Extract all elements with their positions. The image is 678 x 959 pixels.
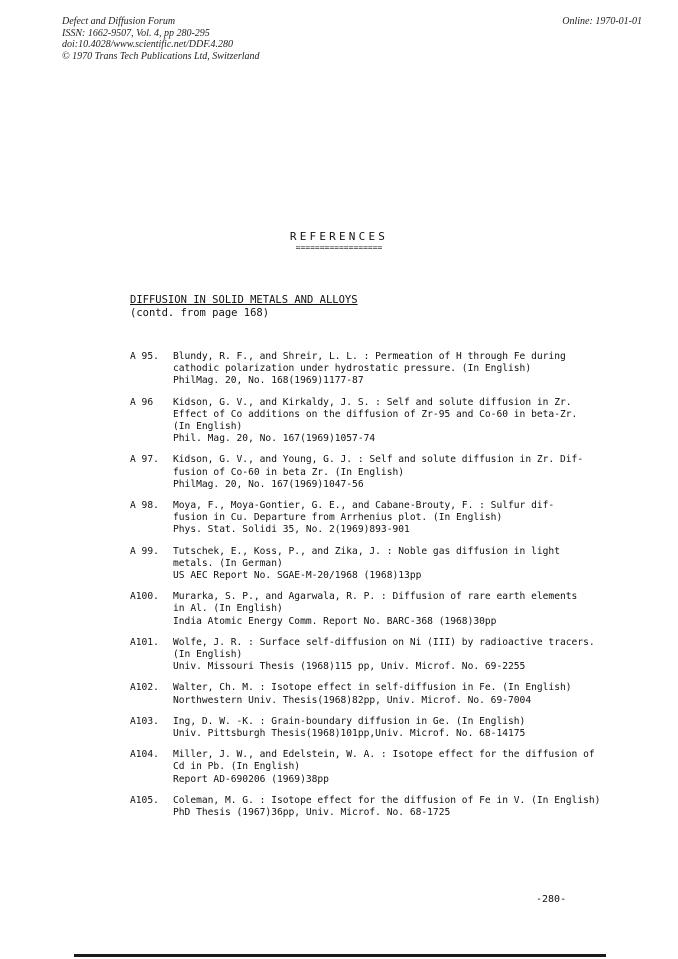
- reference-code: A 98.: [130, 500, 159, 512]
- reference-line: PhD Thesis (1967)36pp, Univ. Microf. No. 68-1725: [173, 807, 451, 819]
- references-title: REFERENCES: [289, 230, 389, 243]
- reference-line: Ing, D. W. -K. : Grain-boundary diffusion in Ge. (In English): [173, 715, 526, 727]
- reference-code: A 97.: [130, 454, 159, 466]
- reference-line: (In English): [173, 421, 243, 433]
- reference-line: Phil. Mag. 20, No. 167(1969)1057-74: [173, 433, 376, 445]
- reference-entry: [130, 500, 600, 537]
- online-date: Online: 1970-01-01: [562, 16, 642, 27]
- reference-line: Cd in Pb. (In English): [173, 761, 301, 773]
- reference-line: Moya, F., Moya-Gontier, G. E., and Cabane-Brouty, F. : Sulfur dif-: [173, 500, 555, 512]
- references-underline: ==================: [295, 243, 383, 252]
- reference-line: Kidson, G. V., and Kirkaldy, J. S. : Self and solute diffusion in Zr.: [173, 396, 572, 408]
- reference-line: Univ. Missouri Thesis (1968)115 pp, Univ. Microf. No. 69-2255: [173, 661, 526, 673]
- reference-entry: [130, 397, 600, 446]
- reference-code: A 99.: [130, 545, 159, 557]
- reference-entry: [130, 454, 600, 491]
- reference-body: [173, 749, 600, 786]
- reference-body: [173, 397, 600, 446]
- section-subtitle: (contd. from page 168): [130, 307, 270, 319]
- reference-body: [173, 682, 600, 706]
- section-title: DIFFUSION IN SOLID METALS AND ALLOYS: [130, 294, 358, 306]
- reference-line: fusion in Cu. Departure from Arrhenius plot. (In English): [173, 512, 503, 524]
- reference-line: Kidson, G. V., and Young, G. J. : Self and solute diffusion in Zr. Dif-: [173, 454, 584, 466]
- bottom-rule: [74, 954, 606, 957]
- reference-code: A105.: [130, 794, 159, 806]
- reference-body: [173, 546, 600, 583]
- reference-code: A101.: [130, 636, 159, 648]
- reference-line: Phys. Stat. Solidi 35, No. 2(1969)893-901: [173, 524, 410, 536]
- reference-line: Blundy, R. F., and Shreir, L. L. : Permeation of H through Fe during: [173, 351, 566, 362]
- reference-body: [173, 637, 600, 674]
- reference-code: A 96: [130, 396, 154, 408]
- reference-body: [173, 716, 600, 740]
- doi-line: doi:10.4028/www.scientific.net/DDF.4.280: [62, 39, 234, 50]
- reference-line: Coleman, M. G. : Isotope effect for the diffusion of Fe in V. (In English): [173, 794, 601, 806]
- journal-name: Defect and Diffusion Forum: [62, 16, 176, 27]
- reference-line: metals. (In German): [173, 557, 283, 569]
- reference-code: A102.: [130, 682, 159, 694]
- reference-body: [173, 795, 600, 819]
- reference-line: Univ. Pittsburgh Thesis(1968)101pp,Univ. Microf. No. 68-14175: [173, 728, 526, 740]
- reference-body: [173, 351, 600, 388]
- reference-list: [130, 351, 600, 828]
- reference-line: cathodic polarization under hydrostatic pressure. (In English): [173, 363, 532, 375]
- reference-line: PhilMag. 20, No. 168(1969)1177-87: [173, 375, 364, 387]
- reference-line: Murarka, S. P., and Agarwala, R. P. : Diffusion of rare earth elements: [173, 591, 578, 603]
- reference-body: [173, 500, 600, 537]
- reference-line: Report AD-690206 (1969)38pp: [173, 773, 329, 785]
- reference-entry: [130, 716, 600, 740]
- reference-entry: [130, 351, 600, 388]
- journal-header: [62, 16, 260, 62]
- reference-code: A 95.: [130, 351, 159, 362]
- page-number: -280-: [536, 894, 567, 905]
- issn-line: ISSN: 1662-9507, Vol. 4, pp 280-295: [62, 27, 210, 39]
- reference-line: India Atomic Energy Comm. Report No. BARC-368 (1968)30pp: [173, 615, 497, 627]
- reference-line: in Al. (In English): [173, 603, 283, 615]
- reference-line: Tutschek, E., Koss, P., and Zika, J. : Noble gas diffusion in light: [173, 545, 560, 557]
- reference-code: A104.: [130, 749, 159, 761]
- reference-line: US AEC Report No. SGAE-M-20/1968 (1968)13pp: [173, 570, 422, 582]
- reference-entry: [130, 637, 600, 674]
- reference-line: Walter, Ch. M. : Isotope effect in self-diffusion in Fe. (In English): [173, 682, 572, 694]
- reference-body: [173, 591, 600, 628]
- reference-code: A100.: [130, 591, 159, 603]
- reference-line: (In English): [173, 649, 243, 661]
- reference-code: A103.: [130, 715, 159, 727]
- reference-entry: [130, 749, 600, 786]
- reference-line: Northwestern Univ. Thesis(1968)82pp, Univ. Microf. No. 69-7004: [173, 694, 532, 706]
- reference-line: PhilMag. 20, No. 167(1969)1047-56: [173, 478, 364, 490]
- reference-line: Wolfe, J. R. : Surface self-diffusion on Ni (III) by radioactive tracers.: [173, 636, 595, 648]
- reference-entry: [130, 591, 600, 628]
- reference-body: [173, 454, 600, 491]
- copyright-line: © 1970 Trans Tech Publications Ltd, Switzerland: [62, 50, 260, 62]
- reference-entry: [130, 682, 600, 706]
- reference-line: Effect of Co additions on the diffusion of Zr-95 and Co-60 in beta-Zr.: [173, 408, 578, 420]
- reference-line: fusion of Co-60 in beta Zr. (In English): [173, 466, 405, 478]
- reference-line: Miller, J. W., and Edelstein, W. A. : Isotope effect for the diffusion of: [173, 749, 595, 761]
- reference-entry: [130, 546, 600, 583]
- reference-entry: [130, 795, 600, 819]
